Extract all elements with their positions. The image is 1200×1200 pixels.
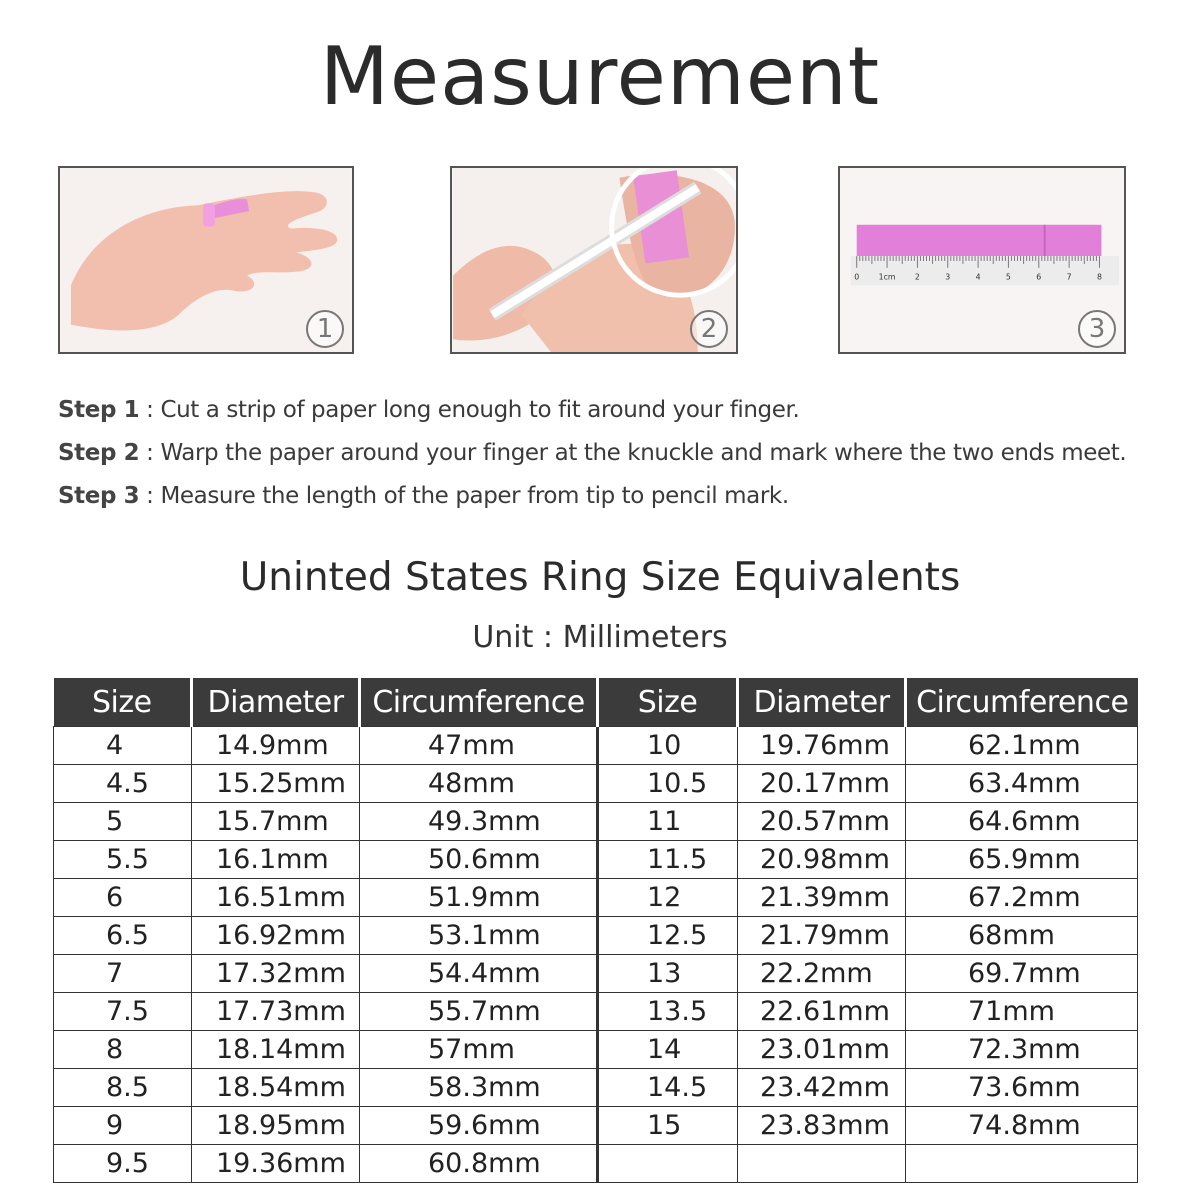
diameter-cell: 18.54mm	[192, 1069, 360, 1107]
circumference-cell: 48mm	[360, 765, 598, 803]
diameter-cell: 18.14mm	[192, 1031, 360, 1069]
circumference-cell: 51.9mm	[360, 879, 598, 917]
step-3-illustration	[838, 166, 1126, 354]
table-row	[54, 1107, 1138, 1145]
column-header-size: Size	[598, 678, 738, 727]
ruler-label: 6	[1036, 272, 1042, 282]
circumference-cell: 62.1mm	[906, 727, 1138, 765]
size-cell: 4.5	[54, 765, 192, 803]
table-row	[54, 841, 1138, 879]
table-row	[54, 1031, 1138, 1069]
step-separator: :	[146, 440, 154, 466]
step-2-instruction	[58, 436, 1158, 479]
diameter-cell: 23.01mm	[738, 1031, 906, 1069]
step-1-instruction	[58, 393, 1158, 436]
circumference-cell: 54.4mm	[360, 955, 598, 993]
diameter-cell: 16.92mm	[192, 917, 360, 955]
diameter-cell: 17.32mm	[192, 955, 360, 993]
ruler-label: 1cm	[878, 272, 896, 282]
ruler-label: 0	[854, 272, 860, 282]
circumference-cell: 63.4mm	[906, 765, 1138, 803]
circumference-cell: 47mm	[360, 727, 598, 765]
circumference-cell: 58.3mm	[360, 1069, 598, 1107]
diameter-cell: 22.2mm	[738, 955, 906, 993]
step-number-badge: 1	[306, 310, 344, 348]
instructions	[58, 393, 1158, 522]
step-separator: :	[146, 483, 154, 509]
size-cell: 13	[598, 955, 738, 993]
diameter-cell: 19.76mm	[738, 727, 906, 765]
diameter-cell: 14.9mm	[192, 727, 360, 765]
size-cell: 10	[598, 727, 738, 765]
circumference-cell: 59.6mm	[360, 1107, 598, 1145]
step-label: Step 3	[58, 483, 140, 509]
size-cell: 7	[54, 955, 192, 993]
column-header-size: Size	[54, 678, 192, 727]
ruler-label: 4	[975, 272, 981, 282]
size-cell: 6	[54, 879, 192, 917]
diameter-cell: 19.36mm	[192, 1145, 360, 1183]
step-text: Warp the paper around your finger at the knuckle and mark where the two ends meet.	[160, 440, 1127, 466]
table-row	[54, 1069, 1138, 1107]
step-separator: :	[146, 397, 154, 423]
size-cell: 8.5	[54, 1069, 192, 1107]
size-cell: 14.5	[598, 1069, 738, 1107]
size-cell: 9	[54, 1107, 192, 1145]
ruler-label: 7	[1066, 272, 1072, 282]
step-text: Cut a strip of paper long enough to fit around your finger.	[160, 397, 800, 423]
circumference-cell: 57mm	[360, 1031, 598, 1069]
step-number-badge: 3	[1078, 310, 1116, 348]
circumference-cell: 71mm	[906, 993, 1138, 1031]
size-cell: 11.5	[598, 841, 738, 879]
diameter-cell: 16.1mm	[192, 841, 360, 879]
step-text: Measure the length of the paper from tip to pencil mark.	[160, 483, 789, 509]
table-header-row	[54, 678, 1138, 727]
table-row	[54, 917, 1138, 955]
circumference-cell: 65.9mm	[906, 841, 1138, 879]
circumference-cell: 49.3mm	[360, 803, 598, 841]
diameter-cell: 21.39mm	[738, 879, 906, 917]
table-row	[54, 803, 1138, 841]
column-header-diameter: Diameter	[738, 678, 906, 727]
ruler-label: 5	[1005, 272, 1011, 282]
diameter-cell: 15.7mm	[192, 803, 360, 841]
circumference-cell: 64.6mm	[906, 803, 1138, 841]
diameter-cell: 20.98mm	[738, 841, 906, 879]
table-title: Uninted States Ring Size Equivalents	[239, 555, 961, 600]
page-title: Measurement	[319, 30, 881, 123]
size-cell: 5	[54, 803, 192, 841]
diameter-cell: 20.17mm	[738, 765, 906, 803]
circumference-cell: 60.8mm	[360, 1145, 598, 1183]
size-cell: 8	[54, 1031, 192, 1069]
size-cell: 14	[598, 1031, 738, 1069]
column-header-circumference: Circumference	[906, 678, 1138, 727]
size-cell: 5.5	[54, 841, 192, 879]
size-cell: 7.5	[54, 993, 192, 1031]
diameter-cell: 22.61mm	[738, 993, 906, 1031]
diameter-cell: 18.95mm	[192, 1107, 360, 1145]
diameter-cell: 20.57mm	[738, 803, 906, 841]
diameter-cell: 16.51mm	[192, 879, 360, 917]
circumference-cell: 50.6mm	[360, 841, 598, 879]
ring-size-table	[53, 678, 1137, 1183]
diameter-cell: 23.83mm	[738, 1107, 906, 1145]
circumference-cell: 74.8mm	[906, 1107, 1138, 1145]
circumference-cell	[906, 1145, 1138, 1183]
size-cell: 9.5	[54, 1145, 192, 1183]
circumference-cell: 68mm	[906, 917, 1138, 955]
step-number-badge: 2	[690, 310, 728, 348]
diameter-cell: 17.73mm	[192, 993, 360, 1031]
column-header-circumference: Circumference	[360, 678, 598, 727]
table-row	[54, 727, 1138, 765]
diameter-cell: 15.25mm	[192, 765, 360, 803]
table-row	[54, 1145, 1138, 1183]
step-2-illustration	[450, 166, 738, 354]
size-cell: 10.5	[598, 765, 738, 803]
step-3-instruction	[58, 479, 1158, 522]
size-cell: 12	[598, 879, 738, 917]
table-row	[54, 879, 1138, 917]
circumference-cell: 69.7mm	[906, 955, 1138, 993]
unit-label: Unit : Millimeters	[472, 620, 728, 655]
table-row	[54, 993, 1138, 1031]
step-1-illustration	[58, 166, 354, 354]
circumference-cell: 67.2mm	[906, 879, 1138, 917]
size-cell	[598, 1145, 738, 1183]
size-cell: 6.5	[54, 917, 192, 955]
diameter-cell: 21.79mm	[738, 917, 906, 955]
circumference-cell: 55.7mm	[360, 993, 598, 1031]
diameter-cell: 23.42mm	[738, 1069, 906, 1107]
table-row	[54, 765, 1138, 803]
ruler-label: 3	[945, 272, 951, 282]
diameter-cell	[738, 1145, 906, 1183]
ruler-label: 8	[1096, 272, 1102, 282]
step-label: Step 2	[58, 440, 140, 466]
size-cell: 12.5	[598, 917, 738, 955]
size-cell: 11	[598, 803, 738, 841]
table-row	[54, 955, 1138, 993]
step-label: Step 1	[58, 397, 140, 423]
size-cell: 4	[54, 727, 192, 765]
size-cell: 13.5	[598, 993, 738, 1031]
circumference-cell: 53.1mm	[360, 917, 598, 955]
size-cell: 15	[598, 1107, 738, 1145]
column-header-diameter: Diameter	[192, 678, 360, 727]
circumference-cell: 72.3mm	[906, 1031, 1138, 1069]
ruler-label: 2	[914, 272, 920, 282]
circumference-cell: 73.6mm	[906, 1069, 1138, 1107]
